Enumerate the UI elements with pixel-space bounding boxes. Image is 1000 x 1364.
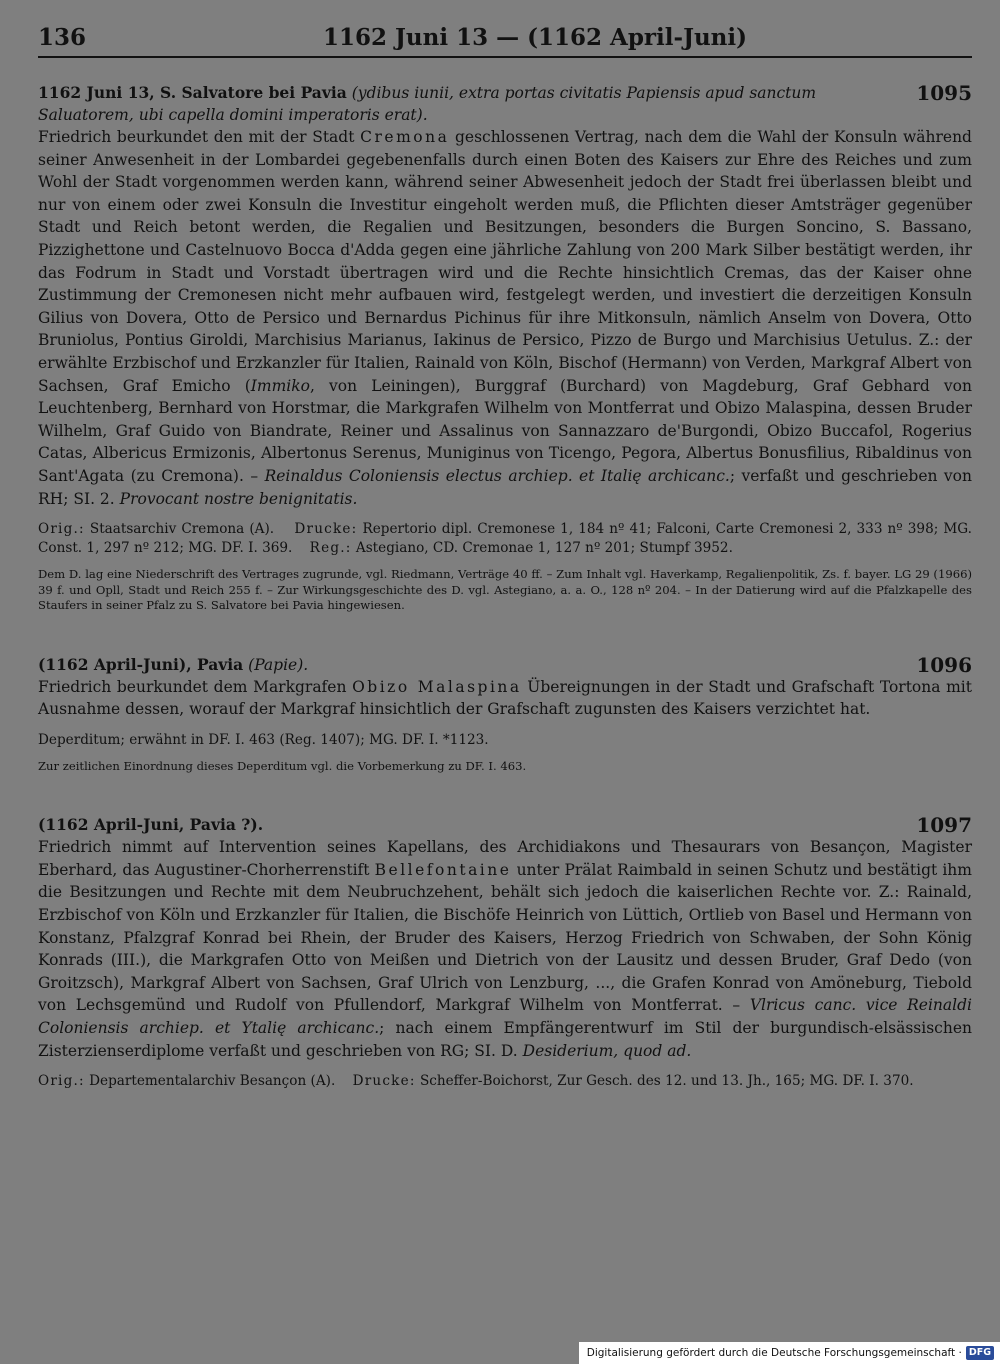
summary-latin: Reinaldus Coloniensis electus archiep. et Italię archicanc. — [264, 466, 730, 485]
summary-recipient: Bellefontaine — [374, 860, 512, 879]
drucke-text: Repertorio dipl. Cremonese 1, 184 nº 41; Falconi, Carte Cremonesi 2, 333 nº 398; MG. Const. 1, 297 nº 212; MG. DF. I. 369. — [38, 521, 972, 557]
entry-notes: Dem D. lag eine Niederschrift des Vertrages zugrunde, vgl. Riedmann, Verträge 40 ff. – Zum Inhalt vgl. Haverkamp, Regalienpolitik, Zs. f. bayer. LG 29 (1966) 39 f. und Opll, Stadt und Reich 255 f. – Zur Wirkungsgeschichte des D. vgl. Astegiano, a. a. O., 128 nº 204. – In der Datierung wird auf die Pfalzkapelle des Staufers in seiner Pfalz zu S. Salvatore bei Pavia hingewiesen. — [38, 567, 972, 613]
orig-text: Staatsarchiv Cremona (A). — [89, 521, 275, 538]
entry-latin-dating: (ydibus iunii, extra portas civitatis Papiensis apud sanctum Saluatorem, ubi capella domini imperatoris erat). — [38, 84, 817, 124]
orig-label: Orig.: — [38, 521, 85, 538]
entry-sources — [38, 520, 972, 558]
page-number: 136 — [38, 24, 87, 51]
orig-text: Departementalarchiv Besançon (A). — [89, 1073, 336, 1090]
drucke-label: Drucke: — [352, 1073, 416, 1090]
drucke-label: Drucke: — [294, 521, 358, 538]
entry-sources: Deperditum; erwähnt in DF. I. 463 (Reg. 1407); MG. DF. I. *1123. — [38, 731, 489, 748]
orig-label: Orig.: — [38, 1073, 85, 1090]
entry-heading — [38, 654, 972, 676]
summary-text: Friedrich beurkundet dem Markgrafen — [38, 677, 347, 696]
summary-text: Übereignungen in der Stadt und Grafschaft Tortona mit Ausnahme dessen, worauf der Markgraf hinsichtlich der Grafschaft zugunsten des Kaisers verzichtet hat. — [38, 677, 972, 719]
entry-date-place: (1162 April-Juni), Pavia — [38, 654, 244, 674]
regest-entry-1095 — [38, 82, 972, 614]
summary-latin: Provocant nostre benignitatis. — [119, 489, 358, 508]
reg-label: Reg.: — [309, 540, 352, 557]
footer-text: Digitalisierung gefördert durch die Deutsche Forschungsgemeinschaft · — [586, 1347, 962, 1359]
entry-heading — [38, 82, 972, 126]
page-content — [38, 82, 972, 1091]
entry-number: 1096 — [916, 652, 972, 677]
entry-notes: Zur zeitlichen Einordnung dieses Deperditum vgl. die Vorbemerkung zu DF. I. 463. — [38, 758, 527, 773]
page-header — [38, 22, 972, 58]
entry-summary — [38, 836, 972, 1062]
drucke-text: Scheffer-Boichorst, Zur Gesch. des 12. und 13. Jh., 165; MG. DF. I. 370. — [419, 1073, 914, 1090]
summary-text: ; verfaßt und geschrieben von RH; SI. 2. — [38, 466, 972, 508]
entry-separator — [38, 774, 972, 814]
summary-text: Friedrich beurkundet den mit der Stadt — [38, 128, 355, 146]
summary-text: unter Prälat Raimbald in seinen Schutz und bestätigt ihm die Besitzungen und Rechte mit dem Neubruchzehent, behält sich jedoch die kaiserlichen Rechte vor. Z.: Rainald, Erzbischof von Köln und Erzkanzler für Italien, die Bischöfe Heinrich von Lüttich, Ortlieb von Basel und Hermann von Konstanz, Pfalzgraf Konrad bei Rhein, der Bruder des Kaisers, Herzog Friedrich von Schwaben, der Sohn König Konrads (III.), die Markgrafen Otto von Meißen und Dietrich von der Lausitz und dessen Bruder, Graf Dedo (von Groitzsch), Markgraf Albert von Sachsen, Graf Ulrich von Lenzburg, ..., die Grafen Konrad von Amöneburg, Tiebold von Lechsgemünd und Rudolf von Pfullendorf, Markgraf Wilhelm von Montferrat. – — [38, 860, 972, 1015]
summary-text: ; nach einem Empfängerentwurf im Stil der burgundisch-elsässischen Zisterzienserdiplome verfaßt und geschrieben von RG; SI. D. — [38, 1019, 972, 1060]
summary-latin: Desiderium, quod ad. — [522, 1041, 692, 1060]
summary-recipient: Cremona — [360, 128, 450, 146]
summary-text: Friedrich nimmt auf Intervention seines Kapellans, des Archidiakons und Thesaurars von Besançon, Magister Eberhard, das Augustiner-Chorherrenstift — [38, 838, 972, 879]
summary-recipient: Obizo Malaspina — [352, 677, 522, 696]
regest-entry-1096 — [38, 654, 972, 775]
digitization-footer — [579, 1342, 1000, 1364]
entry-summary — [38, 676, 972, 721]
entry-sources — [38, 1072, 972, 1091]
regest-entry-1097 — [38, 814, 972, 1091]
entry-latin-dating: (Papie). — [248, 655, 309, 674]
summary-text: , von Leiningen), Burggraf (Burchard) von Magdeburg, Graf Gebhard von Leuchtenberg, Bernhard von Horstmar, die Markgrafen Wilhelm von Montferrat und Obizo Malaspina, dessen Bruder Wilhelm, Graf Guido von Biandrate, Reiner und Assalinus von Sannazzaro de'Burgondi, Obizo Buccafol, Rogerius Catas, Albericus Ermizonis, Albertonus Serenus, Muniginus von Ticengo, Pegora, Albertus Bonusfilius, Ribaldinus von Sant'Agata (zu Cremona). – — [38, 376, 972, 485]
entry-number: 1097 — [916, 813, 972, 838]
entry-heading — [38, 814, 972, 836]
summary-latin: Immiko — [250, 376, 310, 395]
dfg-logo-icon: DFG — [966, 1346, 994, 1360]
entry-date-place: 1162 Juni 13, S. Salvatore bei Pavia — [38, 83, 347, 102]
entry-date-place: (1162 April-Juni, Pavia ?). — [38, 815, 264, 835]
entry-separator — [38, 614, 972, 654]
entry-summary — [38, 126, 972, 510]
reg-text: Astegiano, CD. Cremonae 1, 127 nº 201; Stumpf 3952. — [355, 540, 733, 557]
entry-number: 1095 — [916, 81, 972, 105]
running-title: 1162 Juni 13 — (1162 April-Juni) — [322, 24, 748, 51]
summary-latin: Vlricus canc. vice Reinaldi Coloniensis archiep. et Ytalię archicanc. — [38, 996, 972, 1038]
summary-text: geschlossenen Vertrag, nach dem die Wahl der Konsuln während seiner Anwesenheit in der Lombardei gegebenenfalls durch einen Boten des Kaisers zur Ehre des Reiches und zum Wohl der Stadt vorgenommen werden kann, während seiner Abwesenheit jedoch der Stadt frei überlassen bleibt und nur von einem oder zwei Konsuln die Investitur eingeholt werden muß, die Pflichten dieser Amtsträger gegenüber Stadt und Reich betont werden, die Regalien und Besitzungen, besonders die Burgen Soncino, S. Bassano, Pizzighettone und Castelnuovo Bocca d'Adda gegen eine jährliche Zahlung von 200 Mark Silber bestätigt werden, ihr das Fodrum in Stadt und Vorstadt übertragen wird und die Rechte hinsichtlich Cremas, das der Kaiser ohne Zustimmung der Cremonesen nicht mehr aufbauen wird, festgelegt werden, und investiert die derzeitigen Konsuln Gilius von Dovera, Otto de Persico und Bernardus Pichinus für ihre Mitkonsuln, nämlich Anselm von Dovera, Otto Bruniolus, Pontius Giroldi, Marchisius Marianus, Iakinus de Persico, Pizzo de Burgo und Marchisius Uetulus. Z.: der erwählte Erzbischof und Erzkanzler für Italien, Rainald von Köln, Bischof (Hermann) von Verden, Markgraf Albert von Sachsen, Graf Emicho ( — [38, 128, 972, 395]
